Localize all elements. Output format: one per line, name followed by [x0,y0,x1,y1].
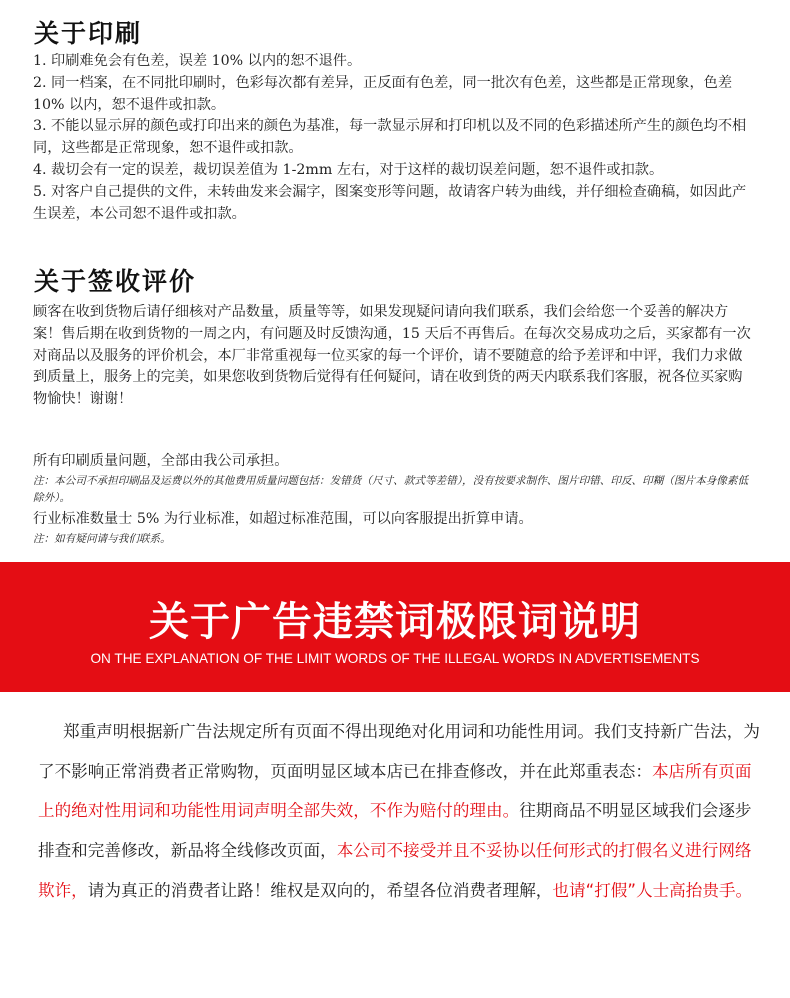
printing-heading: 关于印刷 [34,19,143,48]
printing-item-4: 4. 裁切会有一定的误差，裁切误差值为 1-2mm 左右，对于这样的裁切误差问题，恕不退件或扣款。 [33,161,664,178]
declaration-highlight-1: 本店所有页面上的绝对性用词和功能性用词声明全部失效，不作为赔付的理由。 [38,761,752,821]
receipt-paragraph: 顾客在收到货物后请仔细核对产品数量，质量等等，如果发现疑问请向我们联系，我们会给您一个妥善的解决方案！售后期在收到货物的一周之内，有问题及时反馈沟通，15 天后不再售后。在每次交易成功之后，买家都有一次对商品以及服务的评价机会，本厂非常重视每一位买家的每一个评价，请不要随意的给予差评和中评，我们力求做到质量上，服务上的完美，如果您收到货物后觉得有任何疑问，请在收到货的两天内联系我们客服，祝各位买家购物愉快！谢谢！ [33,304,751,408]
quality-note: 注：本公司不承担印刷品及运费以外的其他费用质量问题包括：发错货（尺寸、款式等差错），没有按要求制作、图片印错、印反、印糊（图片本身像素低除外）。 [33,474,749,504]
receipt-section [33,302,755,411]
declaration-highlight-3: 也请“打假”人士高抬贵手。 [552,880,753,900]
declaration [38,712,764,911]
declaration-text-3: 请为真正的消费者让路！维权是双向的，希望各位消费者理解， [87,880,553,900]
receipt-heading: 关于签收评价 [34,267,197,296]
declaration-text-1: 郑重声明根据新广告法规定所有页面不得出现绝对化用词和功能性用词。我们支持新广告法，为了不影响正常消费者正常购物，页面明显区域本店已在排查修改，并在此郑重表态： [38,722,760,781]
declaration-highlight-2: 本公司不接受并且不妥协以任何形式的打假名义进行网络欺诈， [38,841,752,900]
printing-item-3: 3. 不能以显示屏的颜色或打印出来的颜色为基准，每一款显示屏和打印机以及不同的色彩描述所产生的颜色均不相同，这些都是正常现象，恕不退件或扣款。 [33,118,747,157]
printing-list [33,51,755,225]
printing-item-2: 2. 同一档案，在不同批印刷时，色彩每次都有差异，正反面有色差，同一批次有色差，这些都是正常现象，色差 10% 以内，恕不退件或扣款。 [33,74,733,113]
banner-subtitle: ON THE EXPLANATION OF THE LIMIT WORDS OF THE ILLEGAL WORDS IN ADVERTISEMENTS [90,651,700,666]
declaration-text-2: 往期商品不明显区域我们会逐步排查和完善修改，新品将全线修改页面， [38,801,752,861]
printing-item-1: 1. 印刷难免会有色差，误差 10% 以内的恕不退件。 [33,53,362,69]
banner [0,562,790,692]
banner-title: 关于广告违禁词极限词说明 [149,599,641,645]
receipt-notes [33,451,755,548]
quality-statement: 所有印刷质量问题，全部由我公司承担。 [33,453,289,469]
contact-note: 注：如有疑问请与我们联系。 [33,532,171,545]
standard-statement: 行业标准数量士 5% 为行业标准，如超过标准范围，可以向客服提出折算申请。 [33,510,533,527]
printing-item-5: 5. 对客户自己提供的文件，未转曲发来会漏字，图案变形等问题，故请客户转为曲线，并仔细检查确稿，如因此产生误差，本公司恕不退件或扣款。 [33,183,747,222]
